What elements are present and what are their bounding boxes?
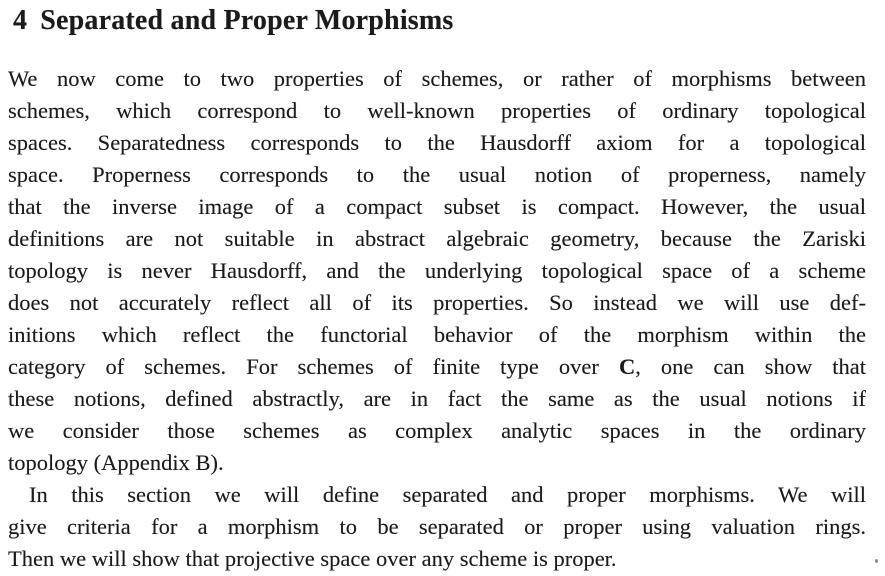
text-line: definitions are not suitable in abstract algebraic geometry, because the Zariski [8, 226, 866, 251]
text-line: topology (Appendix B). [8, 450, 224, 475]
text-line: does not accurately reflect all of its properties. So instead we will use def- [8, 290, 866, 315]
text-segment: , one can show that [635, 354, 866, 379]
text-line: schemes, which correspond to well-known properties of ordinary topological [8, 98, 866, 123]
text-line: topology is never Hausdorff, and the underlying topological space of a scheme [8, 258, 866, 283]
text-line: In this section we will define separated and proper morphisms. We will [29, 482, 866, 507]
text-line [8, 351, 866, 383]
body-text [8, 63, 866, 575]
section-number: 4 [13, 5, 28, 36]
scan-artifact-dot [875, 559, 878, 563]
text-line: Then we will show that projective space over any scheme is proper. [8, 546, 617, 571]
text-line: give criteria for a morphism to be separated or proper using valuation rings. [8, 514, 866, 539]
text-line: we consider those schemes as complex analytic spaces in the ordinary [8, 418, 866, 443]
text-line: spaces. Separatedness corresponds to the Hausdorff axiom for a topological [8, 130, 866, 155]
text-segment: category of schemes. For schemes of finite type over [8, 354, 619, 379]
text-line: that the inverse image of a compact subset is compact. However, the usual [8, 194, 866, 219]
section-title: Separated and Proper Morphisms [40, 5, 454, 36]
bold-symbol-C: C [618, 354, 636, 379]
text-line: these notions, defined abstractly, are in fact the same as the usual notions if [8, 386, 866, 411]
text-line: We now come to two properties of schemes, or rather of morphisms between [8, 66, 866, 91]
section-heading [13, 5, 454, 37]
text-line: space. Properness corresponds to the usual notion of properness, namely [8, 162, 866, 187]
text-line: initions which reflect the functorial behavior of the morphism within the [8, 322, 866, 347]
